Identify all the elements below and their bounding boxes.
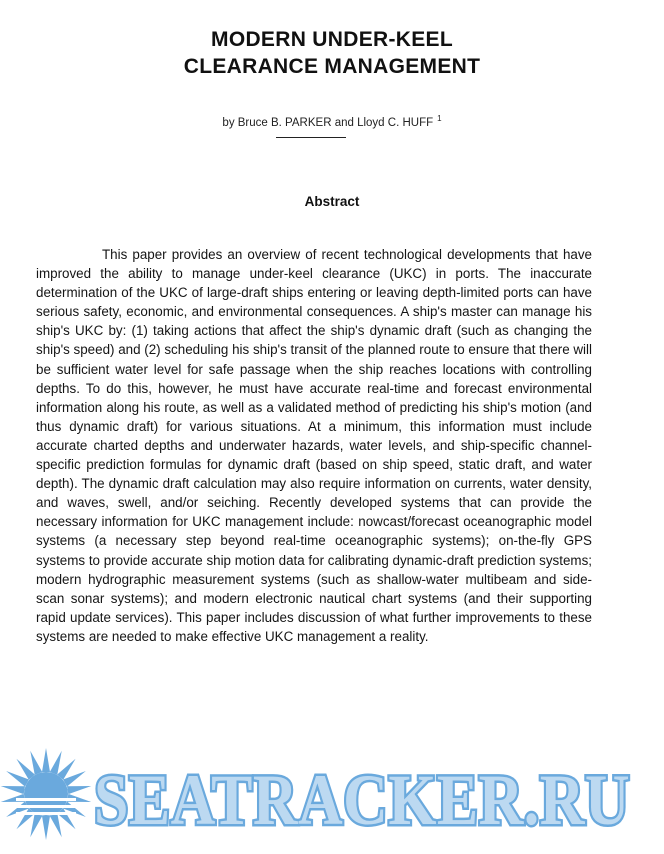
abstract-text: This paper provides an overview of recent technological developments that have improved the ability to manage under-keel clearance (UKC) in ports. The inaccurate determination of the UKC of large-draft ships entering or leaving depth-limited ports can have serious safety, economic, and environmental consequences. A ship's master can manage his ship's UKC by: (1) taking actions that affect the ship's dynamic draft (such as changing the ship's speed) and (2) scheduling his ship's transit of the planned route to ensure that there will be sufficient water level for safe passage when the ship reaches locations with controlling depths. To do this, however, he must have accurate real-time and forecast environmental information along his route, as well as a validated method of predicting his ship's motion (and thus dynamic draft) for various situations. At a minimum, this information must include accurate charted depths and underwater hazards, water levels, and ship-specific channel-specific prediction formulas for dynamic draft (based on ship speed, static draft, and water depth). The dynamic draft calculation may also require information on currents, water density, and waves, swell, and/or seiching. Recently developed systems that can provide the necessary information for UKC management include: nowcast/forecast oceanographic model systems (a necessary step beyond real-time oceanographic systems); on-the-fly GPS systems to provide accurate ship motion data for calibrating dynamic-draft prediction systems; modern hydrographic measurement systems (such as shallow-water multibeam and side-scan sonar systems); and modern electronic nautical chart systems (and their supporting rapid update services). This paper includes discussion of what further improvements to these systems are needed to make effective UKC management a reality. xyxy=(36,247,592,644)
paper-title xyxy=(0,26,664,80)
author-footnote-marker: 1 xyxy=(437,114,442,123)
sun-burst-icon xyxy=(0,748,92,840)
watermark-text: SEATRACKER.RU xyxy=(94,760,630,840)
paper-title-line-1: MODERN UNDER-KEEL xyxy=(211,28,453,51)
paper-title-line-2: CLEARANCE MANAGEMENT xyxy=(183,55,481,78)
authors-divider xyxy=(276,137,346,138)
authors-text: by Bruce B. PARKER and Lloyd C. HUFF xyxy=(222,116,434,129)
abstract-heading: Abstract xyxy=(304,194,360,209)
paper-authors xyxy=(0,112,664,130)
